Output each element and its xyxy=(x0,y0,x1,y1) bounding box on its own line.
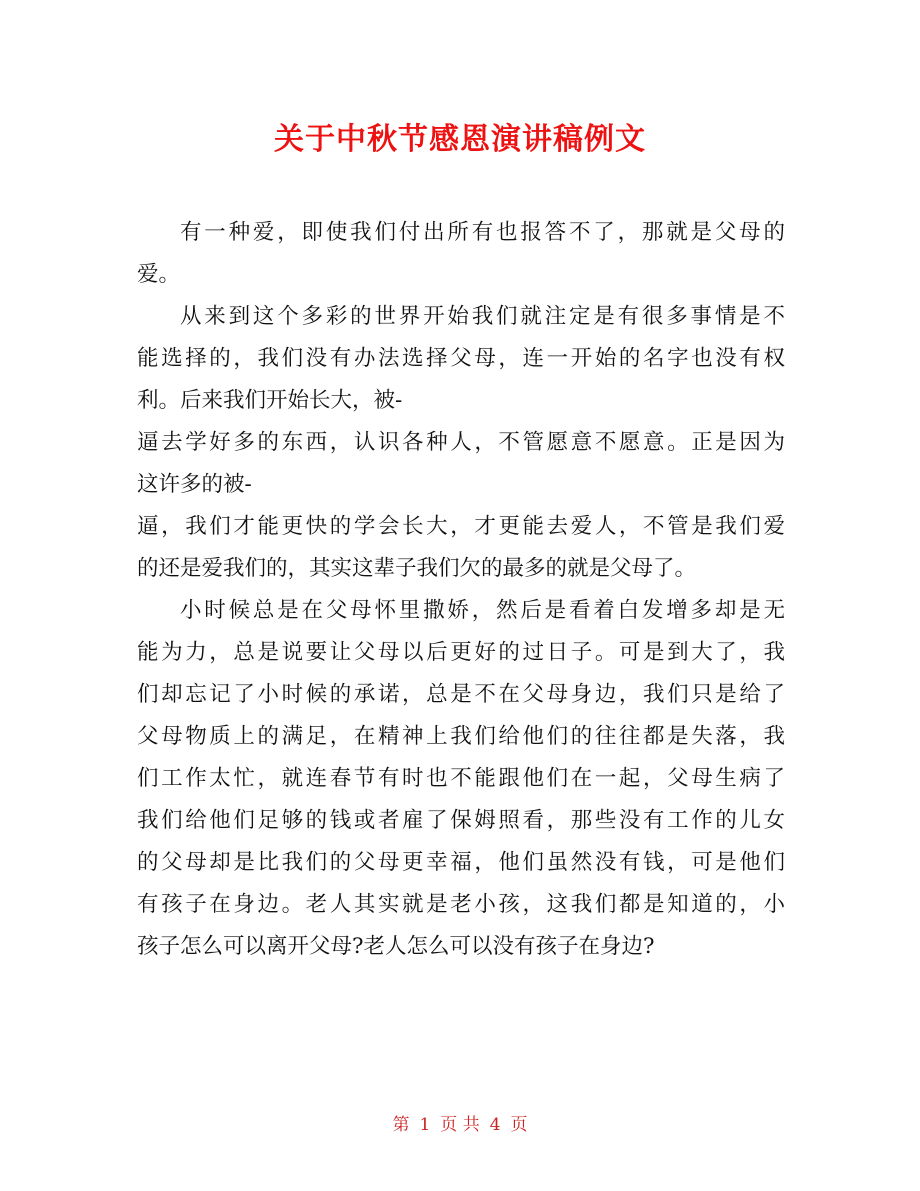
footer-prefix: 第 xyxy=(392,1115,410,1135)
paragraph-3-line-7: 的父母却是比我们的父母更幸福，他们虽然没有钱，可是他们 xyxy=(137,850,785,875)
paragraph-3-line-6: 我们给他们足够的钱或者雇了保姆照看，那些没有工作的儿女 xyxy=(137,808,785,833)
paragraph-1-line-2: 爱。 xyxy=(137,262,181,287)
paragraph-2-line-3: 利。后来我们开始长大，被- xyxy=(137,388,403,413)
footer-page-number: 1 xyxy=(419,1115,431,1135)
paragraph-2-line-7: 的还是爱我们的，其实这辈子我们欠的最多的就是父母了。 xyxy=(137,556,697,581)
paragraph-2-line-1: 从来到这个多彩的世界开始我们就注定是有很多事情是不 xyxy=(180,304,785,329)
paragraph-3-line-4: 父母物质上的满足，在精神上我们给他们的往往都是失落，我 xyxy=(137,724,785,749)
footer-mid: 页 共 xyxy=(440,1115,480,1135)
page-footer xyxy=(0,1112,920,1138)
page-title: 关于中秋节感恩演讲稿例文 xyxy=(274,122,646,157)
paragraph-2-line-4: 逼去学好多的东西，认识各种人，不管愿意不愿意。正是因为 xyxy=(137,430,785,455)
paragraph-3-line-8: 有孩子在身边。老人其实就是老小孩，这我们都是知道的，小 xyxy=(137,892,785,917)
paragraph-3-line-3: 们却忘记了小时候的承诺，总是不在父母身边，我们只是给了 xyxy=(137,682,785,707)
paragraph-2-line-6: 逼，我们才能更快的学会长大，才更能去爱人，不管是我们爱 xyxy=(137,514,785,539)
paragraph-2-line-5: 这许多的被- xyxy=(137,472,252,497)
paragraph-3-line-1: 小时候总是在父母怀里撒娇，然后是看着白发增多却是无 xyxy=(180,598,785,623)
paragraph-3-line-2: 能为力，总是说要让父母以后更好的过日子。可是到大了，我 xyxy=(137,640,785,665)
paragraph-3-line-5: 们工作太忙，就连春节有时也不能跟他们在一起，父母生病了 xyxy=(137,766,785,791)
paragraph-1-line-1: 有一种爱，即使我们付出所有也报答不了，那就是父母的 xyxy=(180,220,785,245)
footer-suffix: 页 xyxy=(510,1115,528,1135)
footer-total-pages: 4 xyxy=(489,1115,501,1135)
paragraph-2-line-2: 能选择的，我们没有办法选择父母，连一开始的名字也没有权 xyxy=(137,346,785,371)
document-body xyxy=(137,212,785,968)
paragraph-3-line-9: 孩子怎么可以离开父母?老人怎么可以没有孩子在身边? xyxy=(137,934,655,959)
